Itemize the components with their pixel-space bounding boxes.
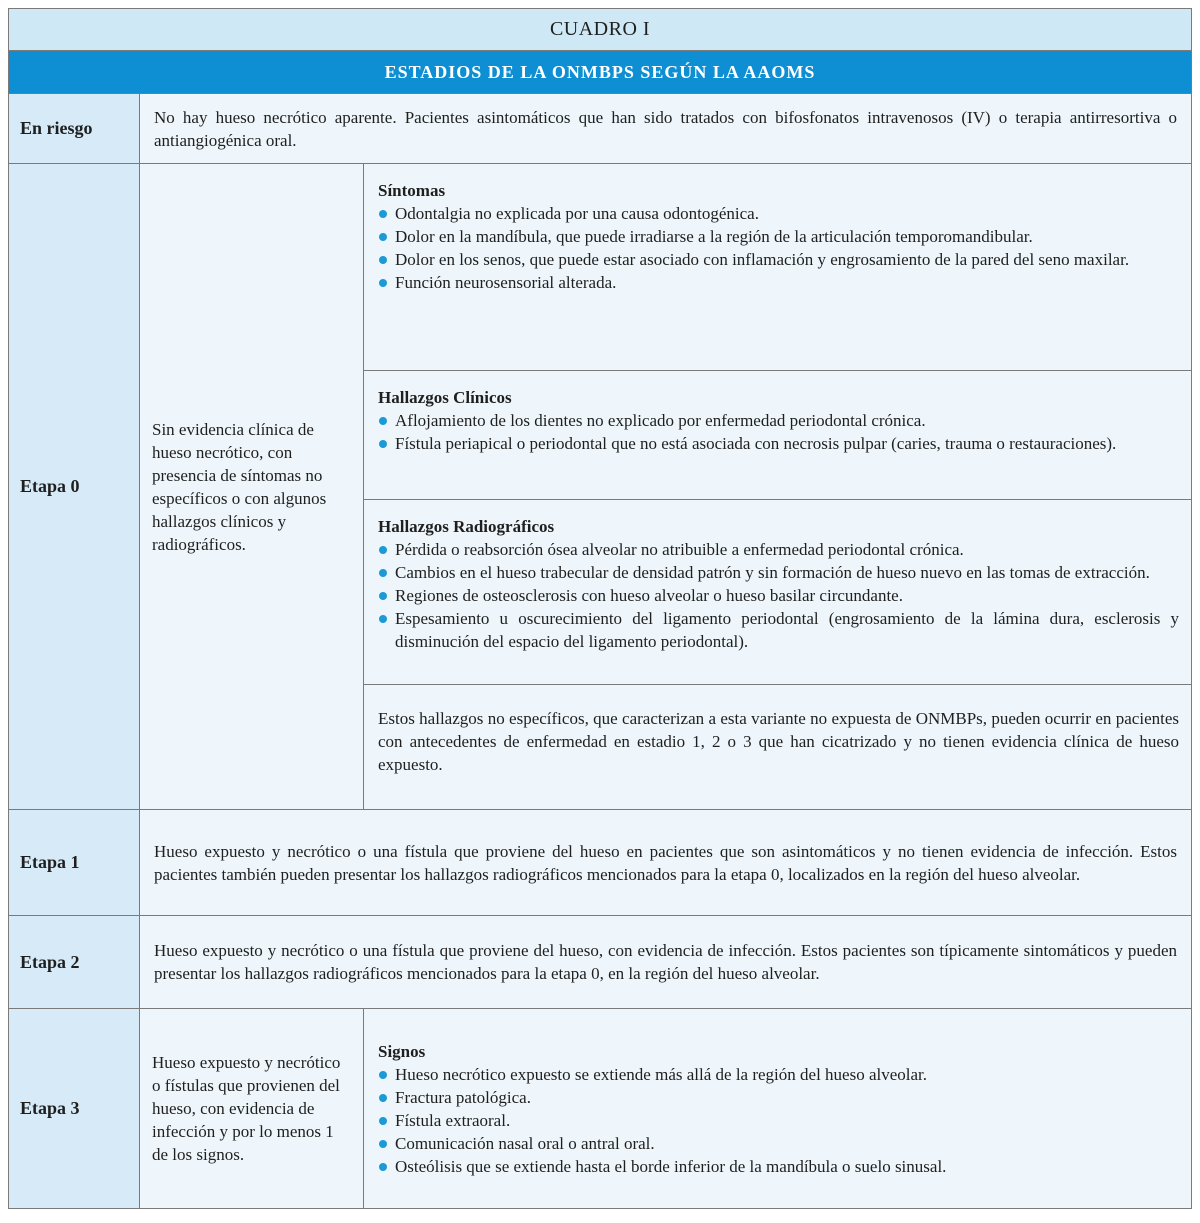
- stage-label-etapa-0: Etapa 0: [9, 164, 140, 809]
- description-en-riesgo: No hay hueso necrótico aparente. Pacientes asintomáticos que han sido tratados con bifosfonatos intravenosos (IV) o terapia antirresortiva o antiangiogénica oral.: [140, 94, 1191, 163]
- details-etapa-0: [364, 164, 1191, 809]
- description-etapa-1: Hueso expuesto y necrótico o una fístula que proviene del hueso en pacientes que son asintomáticos y no tienen evidencia de infección. Estos pacientes también pueden presentar los hallazgos radiográficos mencionados para la etapa 0, localizados en la región del hueso alveolar.: [140, 810, 1191, 915]
- summary-etapa-0: Sin evidencia clínica de hueso necrótico, con presencia de síntomas no específicos o con algunos hallazgos clínicos y radiográficos.: [140, 164, 364, 809]
- list-item: Comunicación nasal oral o antral oral.: [378, 1132, 1179, 1155]
- staging-table: [8, 8, 1192, 1209]
- list-item: Fractura patológica.: [378, 1086, 1179, 1109]
- list-radiograficos: [378, 538, 1179, 653]
- note-etapa-0: Estos hallazgos no específicos, que caracterizan a esta variante no expuesta de ONMBPs, pueden ocurrir en pacientes con antecedentes de enfermedad en estadio 1, 2 o 3 que han cicatrizado y no tienen evidencia clínica de hueso expuesto.: [378, 709, 1179, 774]
- section-signos: [364, 1009, 1191, 1208]
- summary-etapa-3: Hueso expuesto y necrótico o fístulas que provienen del hueso, con evidencia de infección y por lo menos 1 de los signos.: [140, 1009, 364, 1208]
- list-item: Aflojamiento de los dientes no explicado por enfermedad periodontal crónica.: [378, 409, 1179, 432]
- list-item: Cambios en el hueso trabecular de densidad patrón y sin formación de hueso nuevo en las tomas de extracción.: [378, 561, 1179, 584]
- row-etapa-2: [9, 916, 1191, 1009]
- section-sintomas: [364, 164, 1191, 371]
- stage-label-en-riesgo: En riesgo: [9, 94, 140, 163]
- stage-label-etapa-2: Etapa 2: [9, 916, 140, 1008]
- list-item: Dolor en la mandíbula, que puede irradiarse a la región de la articulación temporomandibular.: [378, 225, 1179, 248]
- row-etapa-1: [9, 810, 1191, 916]
- row-etapa-0: [9, 164, 1191, 810]
- list-sintomas: [378, 202, 1179, 294]
- list-item: Función neurosensorial alterada.: [378, 271, 1179, 294]
- list-item: Osteólisis que se extiende hasta el borde inferior de la mandíbula o suelo sinusal.: [378, 1155, 1179, 1178]
- section-hallazgos-clinicos: [364, 371, 1191, 500]
- list-item: Hueso necrótico expuesto se extiende más allá de la región del hueso alveolar.: [378, 1063, 1179, 1086]
- stage-label-etapa-3: Etapa 3: [9, 1009, 140, 1208]
- list-item: Pérdida o reabsorción ósea alveolar no atribuible a enfermedad periodontal crónica.: [378, 538, 1179, 561]
- section-title-radiograficos: Hallazgos Radiográficos: [378, 517, 555, 536]
- list-item: Fístula periapical o periodontal que no está asociada con necrosis pulpar (caries, trauma o restauraciones).: [378, 432, 1179, 455]
- section-hallazgos-radiograficos: [364, 500, 1191, 685]
- section-title-clinicos: Hallazgos Clínicos: [378, 388, 512, 407]
- details-etapa-3: [364, 1009, 1191, 1208]
- list-clinicos: [378, 409, 1179, 455]
- row-en-riesgo: [9, 94, 1191, 164]
- list-item: Espesamiento u oscurecimiento del ligamento periodontal (engrosamiento de la lámina dura, esclerosis y disminución del espacio del ligamento periodontal).: [378, 607, 1179, 653]
- row-etapa-3: [9, 1009, 1191, 1208]
- list-signos: [378, 1063, 1179, 1178]
- description-etapa-2: Hueso expuesto y necrótico o una fístula que proviene del hueso, con evidencia de infección. Estos pacientes son típicamente sintomáticos y pueden presentar los hallazgos radiográficos mencionados para la etapa 0, en la región del hueso alveolar.: [140, 916, 1191, 1008]
- table-title: CUADRO I: [9, 9, 1191, 51]
- table-subtitle: ESTADIOS DE LA ONMBPS SEGÚN LA AAOMS: [9, 51, 1191, 94]
- list-item: Dolor en los senos, que puede estar asociado con inflamación y engrosamiento de la pared del seno maxilar.: [378, 248, 1179, 271]
- list-item: Fístula extraoral.: [378, 1109, 1179, 1132]
- stage-label-etapa-1: Etapa 1: [9, 810, 140, 915]
- list-item: Regiones de osteosclerosis con hueso alveolar o hueso basilar circundante.: [378, 584, 1179, 607]
- section-title-sintomas: Síntomas: [378, 181, 446, 200]
- list-item: Odontalgia no explicada por una causa odontogénica.: [378, 202, 1179, 225]
- section-title-signos: Signos: [378, 1042, 426, 1061]
